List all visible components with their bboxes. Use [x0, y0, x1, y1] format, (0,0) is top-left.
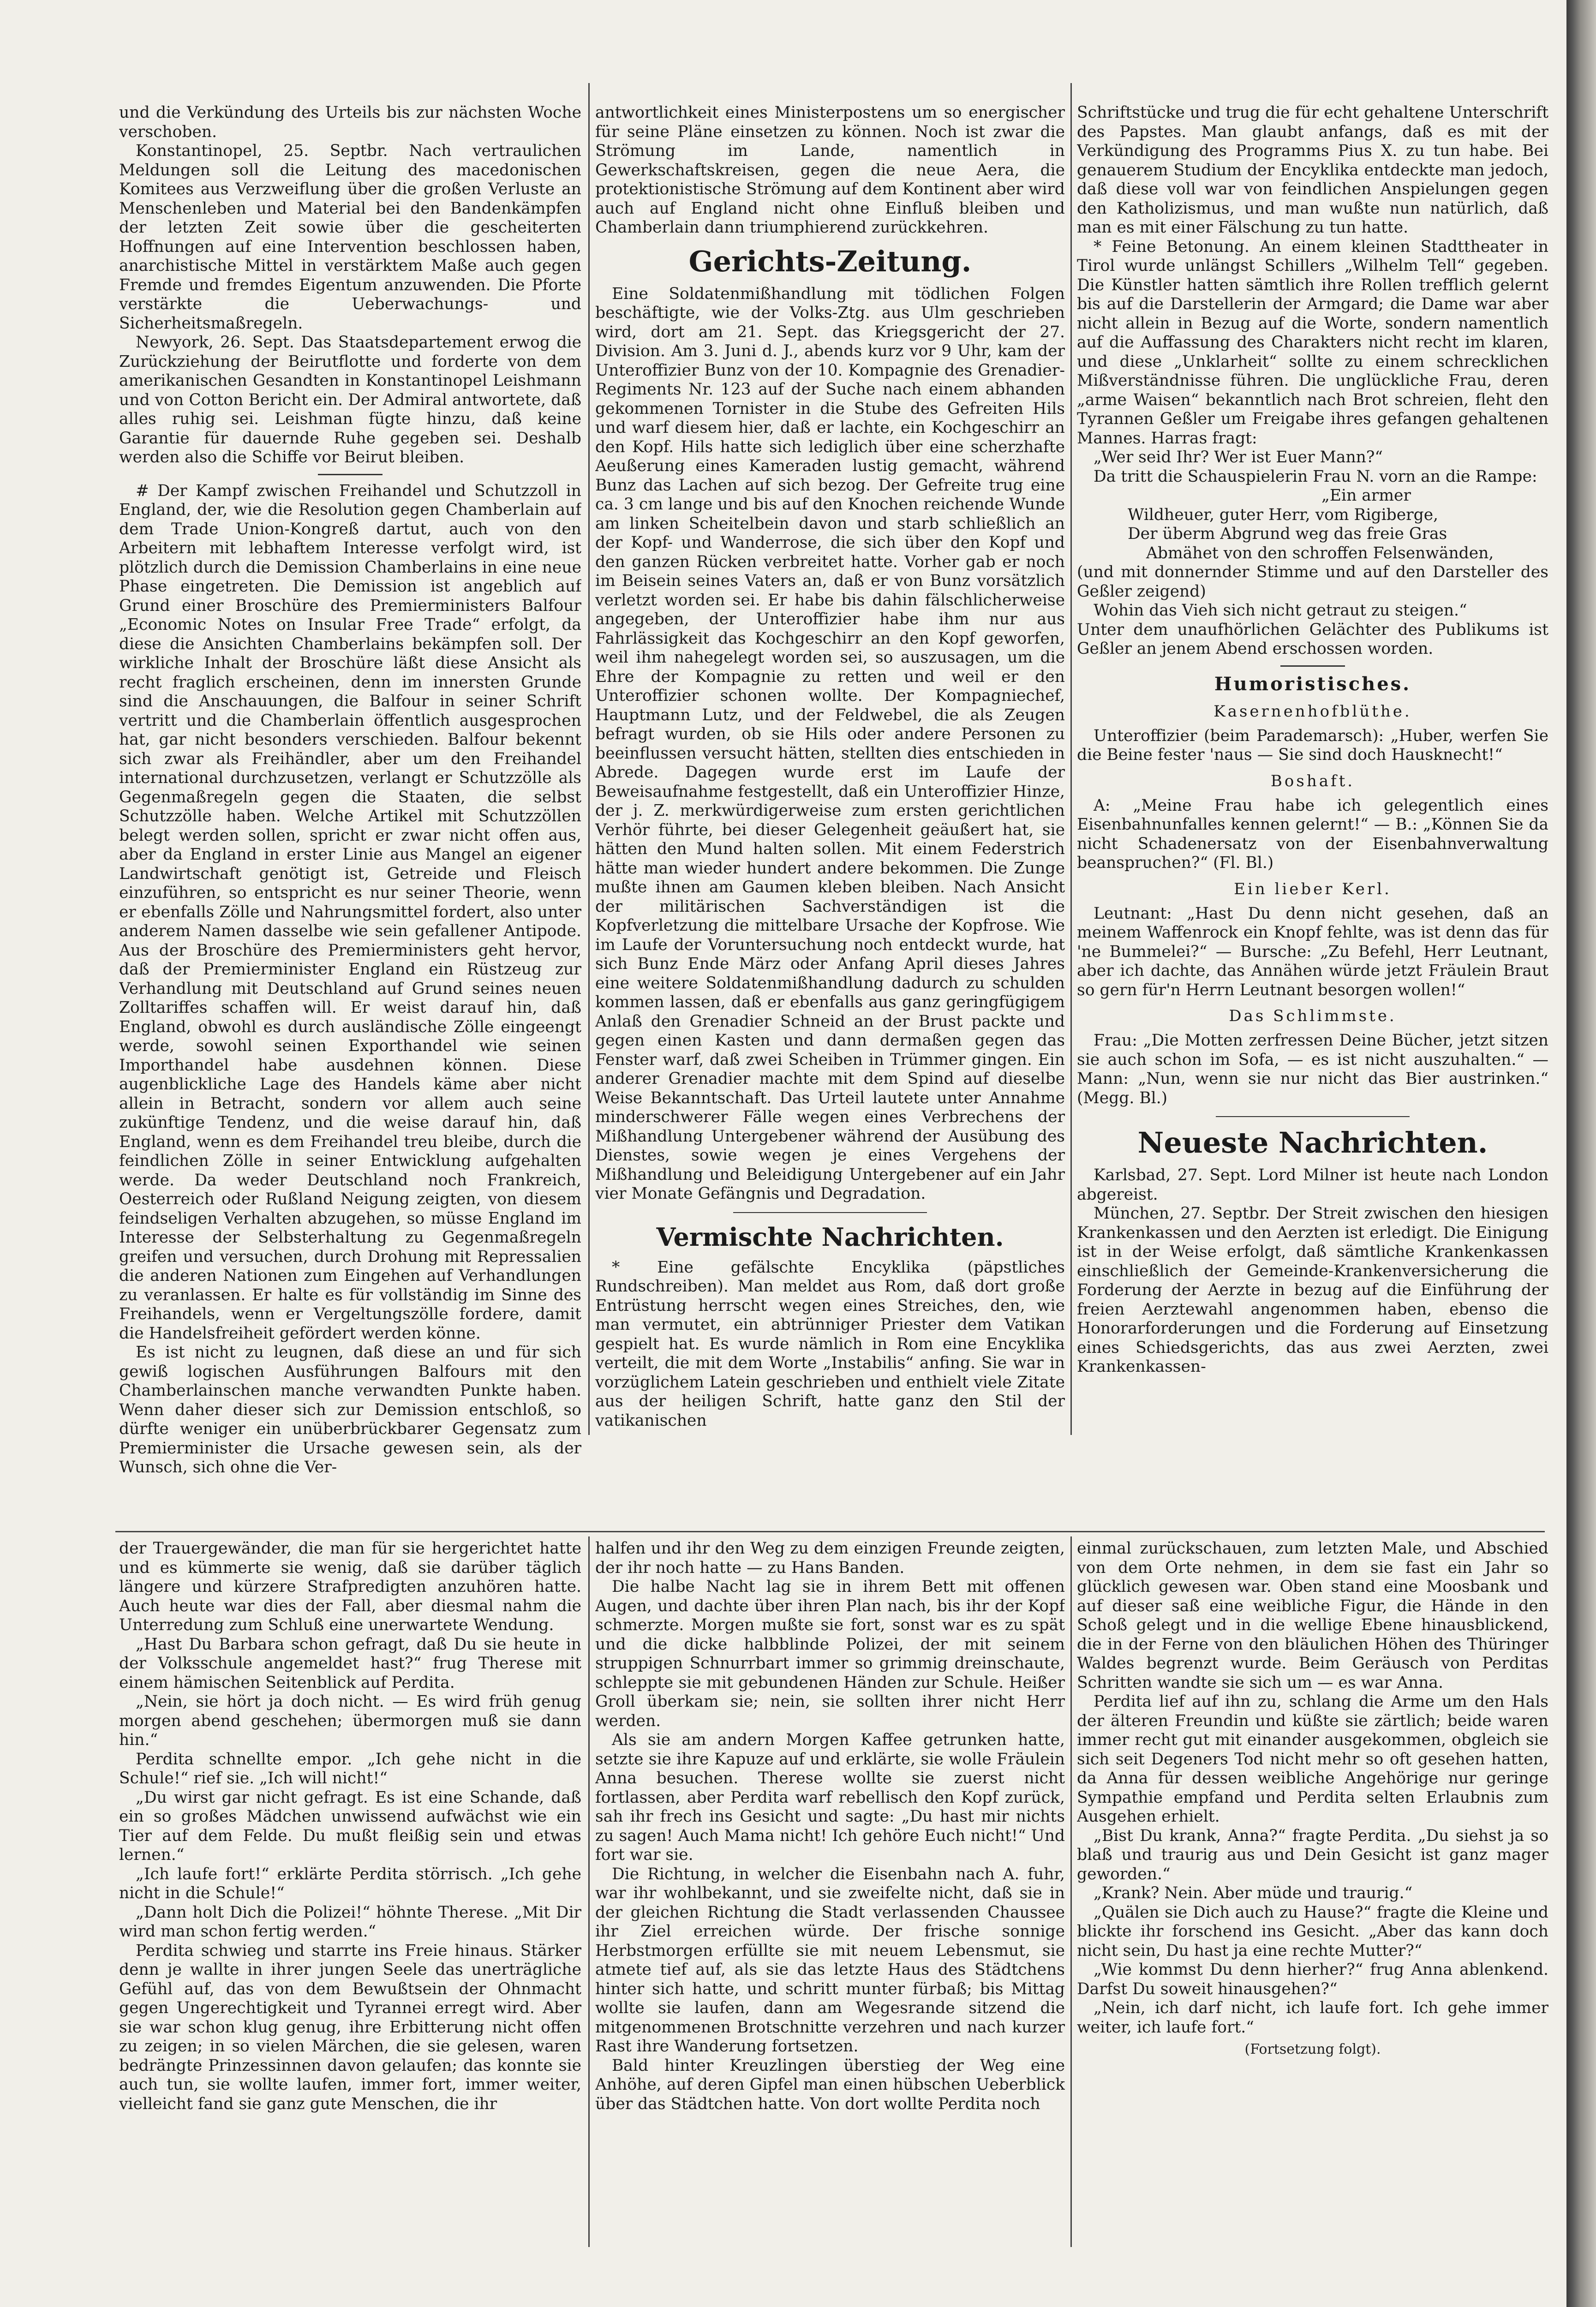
joke-text: Frau: „Die Motten zerfressen Deine Bücher, jetzt sitzen sie auch schon im Sofa, — es ist nicht auszuhalten.“ — Mann: „Nun, wenn sie nur nicht das Bier austrinken.“ (Megg. Bl.): [1077, 1031, 1548, 1107]
feuilleton-column-3: [1077, 1539, 1548, 2245]
verse-line: Wohin das Vieh sich nicht getraut zu steigen.“: [1094, 601, 1467, 620]
continuation-note: (Fortsetzung folgt).: [1244, 2041, 1381, 2057]
story-text: „Wie kommst Du denn hierher?“ frug Anna ablenkend. Darfst Du soweit hinausgehen?“: [1077, 1960, 1548, 1998]
feuilleton-column-1: [119, 1539, 581, 2245]
verse-line: „Ein armer: [1321, 486, 1411, 505]
story-text: Perdita schnellte empor. „Ich gehe nicht in die Schule!“ rief sie. „Ich will nicht!“: [119, 1750, 581, 1787]
article-newyork: Newyork, 26. Sept. Das Staatsdepartement erwog die Zurückziehung der Beirutflotte und forderte von dem amerikanischen Gesandten in Konstantinopel Leishmann und von Cotton Bericht ein. Der Admiral antwortete, daß alles ruhig sei. Leishman fügte hinzu, daß keine Garantie für dauernde Ruhe gegeben sei. Deshalb werden also die Schiffe vor Beirut bleiben.: [119, 333, 581, 466]
joke-text: A: „Meine Frau habe ich gelegentlich eines Eisenbahnunfalles kennen gelernt!“ — B.: „Können Sie da nicht Schadenersatz von der Eisenbahnverwaltung beanspruchen?“ (Fl. Bl.): [1077, 796, 1548, 872]
joke-title: Boshaft.: [1270, 771, 1355, 790]
story-text: „Dann holt Dich die Polizei!“ höhnte Therese. „Mit Dir wird man schon fertig werden.“: [119, 1903, 581, 1941]
story-text: „Nein, ich darf nicht, ich laufe fort. Ich gehe immer weiter, ich laufe fort.“: [1077, 1999, 1548, 2037]
article-text: Schriftstücke und trug die für echt gehaltene Unterschrift des Papstes. Man glaubt anfangs, daß es mit der Verkündigung des Programms Pius X. zu tun habe. Bei genauerem Studium der Encyklika entdeckte man jedoch, daß diese voll war von feindlichen Anspielungen gegen den Katholizismus, und man wußte nun natürlich, daß man es mit einer Fälschung zu tun hatte.: [1077, 103, 1548, 237]
column-1: [119, 103, 581, 1524]
column-rule: [1070, 1536, 1072, 2247]
story-text: der Trauergewänder, die man für sie hergerichtet hatte und es kümmerte sie wenig, daß sie darüber täglich längere und kürzere Strafpredigten anzuhören hatte. Auch heute war dies der Fall, aber diesmal nahm die Unterredung zum Schluß eine unerwartete Wendung.: [119, 1539, 581, 1634]
section-heading-humoristisches: Humoristisches.: [1214, 673, 1411, 695]
article-feine-betonung: * Feine Betonung. An einem kleinen Stadttheater in Tirol wurde unlängst Schillers „Wilhelm Tell“ gegeben. Die Künstler hatten sämtlich ihre Rollen trefflich gelernt bis auf die Darstellerin der Armgard; die Dame war aber nicht allein in Bezug auf die Worte, sondern namentlich auf die Auffassung des Charakters nicht recht im klaren, und diese „Unklarheit“ sollte zu einem schrecklichen Mißverständnisse führen. Die unglückliche Frau, deren „arme Waisen“ bekanntlich nach Brot schreien, fleht den Tyrannen Geßler um Freigabe ihres gefangen gehaltenen Mannes. Harras fragt:: [1077, 237, 1548, 448]
story-text: „Ich laufe fort!“ erklärte Perdita störrisch. „Ich gehe nicht in die Schule!“: [119, 1865, 581, 1902]
column-2: [595, 103, 1065, 1524]
separator: [1280, 665, 1345, 667]
column-rule: [588, 83, 590, 1435]
feuilleton-rule: [115, 1531, 1545, 1532]
story-text: Als sie am andern Morgen Kaffee getrunken hatte, setzte sie ihre Kapuze auf und erklärte, sie wolle Fräulein Anna besuchen. Therese wollte sie zuerst nicht fortlassen, aber Perdita warf rebellisch den Kopf zurück, sah ihr frech ins Gesicht und sagte: „Du hast mir nichts zu sagen! Auch Mama nicht! Ich gehöre Euch nicht!“ Und fort war sie.: [595, 1731, 1065, 1864]
feuilleton-column-2: [595, 1539, 1065, 2245]
joke-title: Das Schlimmste.: [1229, 1007, 1397, 1025]
story-text: Perdita schwieg und starrte ins Freie hinaus. Stärker denn je wallte in ihrer jungen Seele das unerträgliche Gefühl auf, das von dem Bewußtsein der Ohnmacht gegen Ungerechtigkeit und Tyrannei erregt wird. Aber sie war schon klug genug, ihre Erbitterung nicht offen zu zeigen; in so vielen Märchen, die sie gelesen, waren bedrängte Prinzessinnen davon gelaufen; das konnte sie auch tun, sie wollte laufen, immer fort, immer weiter, vielleicht fand sie ganz gute Menschen, die ihr: [119, 1941, 581, 2113]
separator: [318, 474, 383, 475]
column-rule: [1070, 83, 1072, 1435]
story-text: „Du wirst gar nicht gefragt. Es ist eine Schande, daß ein so großes Mädchen unwissend aufwächst wie ein Tier auf dem Felde. Du mußt fleißig sein und etwas lernen.“: [119, 1788, 581, 1864]
joke-title: Kasernenhofblüthe.: [1213, 702, 1412, 721]
story-text: Die halbe Nacht lag sie in ihrem Bett mit offenen Augen, und dachte über ihren Plan nach, bis ihr der Kopf schmerzte. Morgen mußte sie fort, sonst war es zu spät und die dicke halbblinde Polizei, der mit seinem struppigen Schnurrbart immer so grimmig dreinschaute, schleppte sie mit gebundenen Händen zur Schule. Heißer Groll überkam sie; nein, sie sollten ihrer nicht Herr werden.: [595, 1578, 1065, 1730]
joke-text: Unteroffizier (beim Parademarsch): „Huber, werfen Sie die Beine fester 'naus — Sie sind doch Hausknecht!“: [1077, 726, 1548, 764]
article-text: Es ist nicht zu leugnen, daß diese an und für sich gewiß logischen Ausführungen Balfours mit den Chamberlainschen manche verwandten Punkte haben. Wenn daher dieser sich zur Demission entschloß, so dürfte weniger ein unüberbrückbarer Gegensatz zum Premierminister die Ursache gewesen sein, als der Wunsch, sich ohne die Ver-: [119, 1343, 581, 1476]
verse-line: Wildheuer, guter Herr, vom Rigiberge,: [1128, 505, 1439, 524]
section-heading-gerichts-zeitung: Gerichts-Zeitung.: [688, 244, 972, 278]
column-3: [1077, 103, 1548, 1524]
story-text: halfen und ihr den Weg zu dem einzigen Freunde zeigten, der ihr noch hatte — zu Hans Banden.: [595, 1539, 1065, 1577]
section-heading-neueste-nachrichten: Neueste Nachrichten.: [1137, 1126, 1488, 1159]
story-text: Perdita lief auf ihn zu, schlang die Arme um den Hals der älteren Freundin und küßte sie zärtlich; beide waren immer recht gut mit einander ausgekommen, obgleich sie sich seit Degeners Tod nicht mehr so oft gesehen hatten, da Anna für dessen weibliche Angehörige nur geringe Sympathie empfand und Perdita selten Erlaubnis zum Ausgehen erhielt.: [1077, 1692, 1548, 1826]
verse-line: Der überm Abgrund weg das freie Gras: [1128, 525, 1447, 543]
article-kampf-freihandel: # Der Kampf zwischen Freihandel und Schutzzoll in England, der, wie die Resolution gegen Chamberlain auf dem Trade Union-Kongreß dartut, auch von den Arbeitern mit lebhaftem Interesse verfolgt wird, ist plötzlich durch die Demission Chamberlains in eine neue Phase eingetreten. Die Demission ist angeblich auf Grund einer Broschüre des Premierministers Balfour „Economic Notes on Insular Free Trade“ erfolgt, da diese die Ansichten Chamberlains bekämpfen soll. Der wirkliche Inhalt der Broschüre läßt diese Ansicht als recht fraglich erscheinen, denn im innersten Grunde sind die Anschauungen, die Balfour in seiner Schrift vertritt und die Chamberlain öffentlich ausgesprochen hat, gar nicht besonders verschieden. Balfour bekennt sich zwar als Freihändler, aber um den Freihandel international durchzusetzen, verlangt er Schutzzölle als Gegenmaßregeln gegen die Staaten, die selbst Schutzzölle haben. Welche Artikel mit Schutzzöllen belegt werden sollen, spricht er zwar nicht offen aus, aber da England in erster Linie aus Mangel an eigener Landwirtschaft genötigt ist, Getreide und Fleisch einzuführen, so entspricht es nur seiner Theorie, wenn er ebenfalls Zölle und Nahrungsmittel fordert, also unter anderem Namen dasselbe wie sein gefallener Antipode. Aus der Broschüre des Premierministers geht hervor, daß der Premierminister England ein Rüstzeug zur Verhandlung mit Deutschland auf Grund seines neuen Zolltariffes schaffen will. Er weist darauf hin, daß England, obwohl es durch ausländische Zölle eingeengt werde, sowohl seinen Exporthandel wie seinen Importhandel habe ausdehnen können. Diese augenblickliche Lage des Handels käme aber nicht allein in Betracht, sondern vor allem auch seine zukünftige Tendenz, und die weise darauf hin, daß England, wenn es dem Freihandel treu bleibe, durch die feindlichen Zölle in seiner Entwicklung aufgehalten werde. Da weder Deutschland noch Frankreich, Oesterreich oder Rußland Neigung zeigten, von diesem feindseligen Verhalten abzugehen, so müsse England im Interesse der Selbsterhaltung zu Gegenmaßregeln greifen und versuchen, durch Drohung mit Repressalien die anderen Nationen zum Eingehen auf Verhandlungen zu veranlassen. Er halte es für vollständig im Sinne des Freihandels, wenn er Vergeltungszölle fordere, damit die Handelsfreiheit gefördert werden könne.: [119, 481, 581, 1343]
quote-line: „Wer seid Ihr? Wer ist Euer Mann?“: [1094, 448, 1383, 466]
story-text: einmal zurückschauen, zum letzten Male, und Abschied von dem Orte nehmen, in dem sie fast ein Jahr so glücklich gewesen war. Oben stand eine Moosbank und auf dieser saß eine weibliche Figur, die Hände in den Schoß gelegt und in die wellige Ebene hinausblickend, die in der Ferne von den bläulichen Höhen des Thüringer Waldes begrenzt wurde. Beim Geräusch von Perditas Schritten wandte sie sich um — es war Anna.: [1077, 1539, 1548, 1692]
binding-edge: [1566, 0, 1596, 2307]
article-text: Unter dem unaufhörlichen Gelächter des Publikums ist Geßler an jenem Abend erschossen worden.: [1077, 620, 1548, 658]
story-text: „Krank? Nein. Aber müde und traurig.“: [1094, 1884, 1413, 1902]
verse-line: Abmähet von den schroffen Felsenwänden,: [1146, 544, 1494, 562]
story-text: „Nein, sie hört ja doch nicht. — Es wird früh genug morgen abend geschehen; übermorgen muß sie dann hin.“: [119, 1692, 581, 1749]
article-soldatenmisshandlung: Eine Soldatenmißhandlung mit tödlichen Folgen beschäftigte, wie der Volks-Ztg. aus Ulm geschrieben wird, dort am 21. Sept. das Kriegsgericht der 27. Division. Am 3. Juni d. J., abends kurz vor 9 Uhr, kam der Unteroffizier Bunz von der 10. Kompagnie des Grenadier-Regiments Nr. 123 auf der Suche nach einem abhanden gekommenen Tornister in die Stube des Gefreiten Hils und warf diesem hier, daß er lachte, ein Kochgeschirr an den Kopf. Hils hatte sich lediglich über eine scherzhafte Aeußerung eines Kameraden lustig gemacht, während Bunz das Lachen auf sich bezog. Der Gefreite trug eine ca. 3 cm lange und bis auf den Knochen reichende Wunde am linken Scheitelbein davon und starb schließlich an der Kopf- und Wanderrose, die sich über den Kopf und den ganzen Rücken verbreitet hatte. Vorher gab er noch im Beisein seines Vaters an, daß er von Bunz vorsätzlich verletzt worden sei. Er habe bis dahin fälschlicherweise angegeben, der Unteroffizier habe ihm nur aus Fahrlässigkeit das Kochgeschirr an den Kopf geworfen, weil ihm nahegelegt worden sei, so auszusagen, um die Ehre der Kompagnie zu retten und weil er den Unteroffizier schonen wollte. Der Kompagniechef, Hauptmann Lutz, und der Feldwebel, die als Zeugen befragt wurden, ob sie Hils oder andere Personen zu beeinflussen versucht hätten, stellten dies entschieden in Abrede. Dagegen wurde erst im Laufe der Beweisaufnahme festgestellt, daß ein Unteroffizier Hinze, der j. Z. merkwürdigerweise zum ersten gerichtlichen Verhör führte, bei dieser Gelegenheit geäußert hat, sie hätten den Mund halten sollen. Mit einem Federstrich hätte man wieder hundert andere bekommen. Die Zunge mußte ihnen am Gaumen kleben bleiben. Nach Ansicht der militärischen Sachverständigen ist die Kopfverletzung die mittelbare Ursache der Kopfrose. Wie im Laufe der Voruntersuchung noch entdeckt wurde, hat sich Bunz Ende März oder Anfang April dieses Jahres eine weitere Soldatenmißhandlung dadurch zu schulden kommen lassen, daß er ebenfalls aus ganz geringfügigem Anlaß den Grenadier Schneid an der Brust packte und gegen einen Kasten und dann dermaßen gegen das Fenster warf, daß zwei Scheiben in Trümmer gingen. Ein anderer Grenadier machte mit dem Spind auf dieselbe Weise Bekanntschaft. Das Urteil lautete unter Annahme minderschwerer Fälle wegen eines Verbrechens der Mißhandlung Untergebener während der Ausübung des Dienstes, sowie wegen je eines Vergehens der Mißhandlung und Beleidigung Untergebener auf ein Jahr vier Monate Gefängnis und Degradation.: [595, 284, 1065, 1203]
column-rule: [588, 1536, 590, 2247]
story-text: „Bist Du krank, Anna?“ fragte Perdita. „Du siehst ja so blaß und traurig aus und Dein Gesicht ist ganz mager geworden.“: [1077, 1826, 1548, 1883]
joke-title: Ein lieber Kerl.: [1234, 879, 1392, 898]
story-text: Die Richtung, in welcher die Eisenbahn nach A. fuhr, war ihr wohlbekannt, und sie zweifelte nicht, daß sie in der gleichen Richtung die Stadt verlassenden Chaussee ihr Ziel erreichen würde. Der frische sonnige Herbstmorgen erfüllte sie mit neuem Lebensmut, sie atmete tief auf, als sie das letzte Haus des Städtchens hinter sich hatte, und schritt munter fürbaß; bis Mittag wollte sie laufen, dann am Wegesrande sitzend die mitgenommenen Brotschnitte verzehren und nach kurzer Rast ihre Wanderung fortsetzen.: [595, 1865, 1065, 2056]
news-muenchen: München, 27. Septbr. Der Streit zwischen den hiesigen Krankenkassen und den Aerzten ist erledigt. Die Einigung ist in der Weise erfolgt, daß sämtliche Krankenkassen einschließlich der Gemeinde-Krankenversicherung die Forderung der Aerzte in bezug auf die Einführung der freien Aerztewahl angenommen haben, ebenso die Honorarforderungen und die Forderung auf Einsetzung eines Schiedsgerichts, das aus zwei Aerzten, zwei Krankenkassen-: [1077, 1204, 1548, 1376]
separator: [1216, 1116, 1410, 1117]
article-text: antwortlichkeit eines Ministerpostens um so energischer für seine Pläne einsetzen zu können. Noch ist zwar die Strömung im Lande, namentlich in Gewerkschaftskreisen, gegen die neue Aera, die protektionistische Strömung auf dem Kontinent aber wird auch auf England nicht ohne Einfluß bleiben und Chamberlain dann triumphierend zurückkehren.: [595, 103, 1065, 237]
joke-text: Leutnant: „Hast Du denn nicht gesehen, daß an meinem Waffenrock ein Knopf fehlte, was ist denn das für 'ne Bummelei?“ — Bursche: „Zu Befehl, Herr Leutnant, aber ich dachte, das Annähen würde jetzt Fräulein Braut so gern für'n Herrn Leutnant besorgen wollen!“: [1077, 904, 1548, 999]
article-text: und die Verkündung des Urteils bis zur nächsten Woche verschoben.: [119, 103, 581, 141]
article-encyklika: * Eine gefälschte Encyklika (päpstliches Rundschreiben). Man meldet aus Rom, daß dort große Entrüstung herrscht wegen eines Streiches, den, wie man vermutet, ein abtrünniger Priester dem Vatikan gespielt hat. Es wurde nämlich in Rom eine Encyklika verteilt, die mit dem Worte „Instabilis“ anfing. Sie war in vorzüglichem Latein geschrieben und enthielt viele Zitate aus der heiligen Schrift, hatte ganz den Stil der vatikanischen: [595, 1258, 1065, 1430]
article-text: Da tritt die Schauspielerin Frau N. vorn an die Rampe:: [1094, 467, 1537, 486]
article-konstantinopel: Konstantinopel, 25. Septbr. Nach vertraulichen Meldungen soll die Leitung des macedonischen Komitees aus Verzweiflung über die großen Verluste an Menschenleben und Material bei den Bandenkämpfen der letzten Zeit sowie über die gescheiterten Hoffnungen auf eine Intervention beschlossen haben, anarchistische Mittel in verstärktem Maße auch gegen Fremde und fremdes Eigentum anzuwenden. Die Pforte verstärkte die Ueberwachungs- und Sicherheitsmaßregeln.: [119, 142, 581, 333]
section-heading-vermischte: Vermischte Nachrichten.: [656, 1222, 1004, 1252]
verse-block: [1077, 486, 1548, 563]
story-text: „Quälen sie Dich auch zu Hause?“ fragte die Kleine und blickte ihr forschend ins Gesicht. „Aber das kann doch nicht sein, Du hast ja eine rechte Mutter?“: [1077, 1903, 1548, 1960]
separator: [733, 1212, 927, 1213]
news-karlsbad: Karlsbad, 27. Sept. Lord Milner ist heute nach London abgereist.: [1077, 1166, 1548, 1204]
stage-direction: (und mit donnernder Stimme und auf den Darsteller des Geßler zeigend): [1077, 563, 1548, 601]
story-text: Bald hinter Kreuzlingen überstieg der Weg eine Anhöhe, auf deren Gipfel man einen hübschen Ueberblick über das Städtchen hatte. Von dort wollte Perdita noch: [595, 2056, 1065, 2113]
story-text: „Hast Du Barbara schon gefragt, daß Du sie heute in der Volksschule angemeldet hast?“ frug Therese mit einem hämischen Seitenblick auf Perdita.: [119, 1635, 581, 1692]
